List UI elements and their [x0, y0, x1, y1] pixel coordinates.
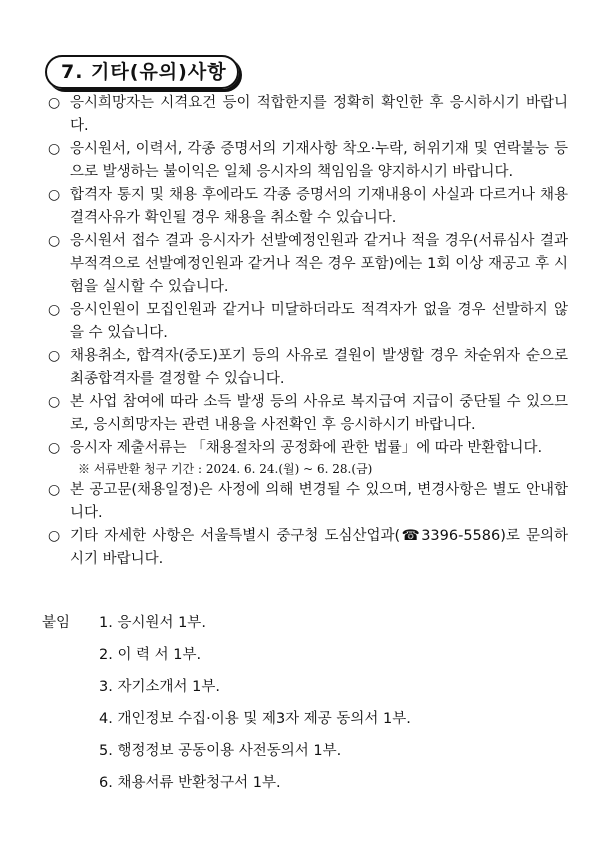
section-title: 7. 기타(유의)사항: [45, 55, 239, 89]
note-item: [48, 525, 568, 571]
circle-bullet-icon: ○: [48, 233, 61, 249]
note-text: 본 공고문(채용일정)은 사정에 의해 변경될 수 있으며, 변경사항은 별도 안내합니다.: [70, 482, 568, 521]
note-text: 합격자 통지 및 채용 후에라도 각종 증명서의 기재내용이 사실과 다르거나 채용결격사유가 확인될 경우 채용을 취소할 수 있습니다.: [70, 187, 568, 226]
note-item: [48, 92, 568, 138]
note-text: 응시인원이 모집인원과 같거나 미달하더라도 적격자가 없을 경우 선발하지 않을 수 있습니다.: [70, 302, 568, 341]
attachment-item: 1. 응시원서 1부.: [99, 615, 206, 631]
note-item: [48, 138, 568, 184]
circle-bullet-icon: ○: [48, 482, 61, 498]
attachments-label: 붙임: [42, 615, 71, 631]
note-item: [48, 437, 568, 460]
note-item: [48, 479, 568, 525]
circle-bullet-icon: ○: [48, 95, 61, 111]
note-text: 응시원서 접수 결과 응시자가 선발예정인원과 같거나 적을 경우(서류심사 결과 부적격으로 선발예정인원과 같거나 적은 경우 포함)에는 1회 이상 재공고 후 시험을 실시할 수 있습니다.: [70, 233, 568, 295]
circle-bullet-icon: ○: [48, 141, 61, 157]
note-text: 채용취소, 합격자(중도)포기 등의 사유로 결원이 발생할 경우 차순위자 순으로 최종합격자를 결정할 수 있습니다.: [70, 348, 568, 387]
note-text: 응시원서, 이력서, 각종 증명서의 기재사항 착오·누락, 허위기재 및 연락불능 등으로 발생하는 불이익은 일체 응시자의 책임임을 양지하시기 바랍니다.: [70, 141, 568, 180]
circle-bullet-icon: ○: [48, 302, 61, 318]
circle-bullet-icon: ○: [48, 440, 61, 456]
attachment-item: 2. 이 력 서 1부.: [99, 647, 202, 663]
note-text: 응시희망자는 시격요건 등이 적합한지를 정확히 확인한 후 응시하시기 바랍니다.: [70, 95, 568, 134]
note-item: [48, 391, 568, 437]
note-text: 본 사업 참여에 따라 소득 발생 등의 사유로 복지급여 지급이 중단될 수 있으므로, 응시희망자는 관련 내용을 사전확인 후 응시하시기 바랍니다.: [70, 394, 568, 433]
note-item: [48, 230, 568, 299]
attachment-item: 5. 행정정보 공동이용 사전동의서 1부.: [99, 743, 342, 759]
circle-bullet-icon: ○: [48, 187, 61, 203]
note-text: 응시자 제출서류는 「채용절차의 공정화에 관한 법률」에 따라 반환합니다.: [70, 440, 543, 456]
note-item: [48, 184, 568, 230]
note-item: [48, 345, 568, 391]
attachment-item: 3. 자기소개서 1부.: [99, 679, 220, 695]
attachment-item: 4. 개인정보 수집·이용 및 제3자 제공 동의서 1부.: [99, 711, 411, 727]
return-period-note: ※ 서류반환 청구 기간 : 2024. 6. 24.(월) ~ 6. 28.(금): [78, 462, 373, 476]
attachment-item: 6. 채용서류 반환청구서 1부.: [99, 775, 281, 791]
circle-bullet-icon: ○: [48, 528, 61, 544]
notes-list: [48, 92, 568, 571]
circle-bullet-icon: ○: [48, 394, 61, 410]
note-text: 기타 자세한 사항은 서울특별시 중구청 도심산업과(☎3396-5586)로 문의하시기 바랍니다.: [70, 528, 568, 567]
circle-bullet-icon: ○: [48, 348, 61, 364]
note-item: [48, 299, 568, 345]
